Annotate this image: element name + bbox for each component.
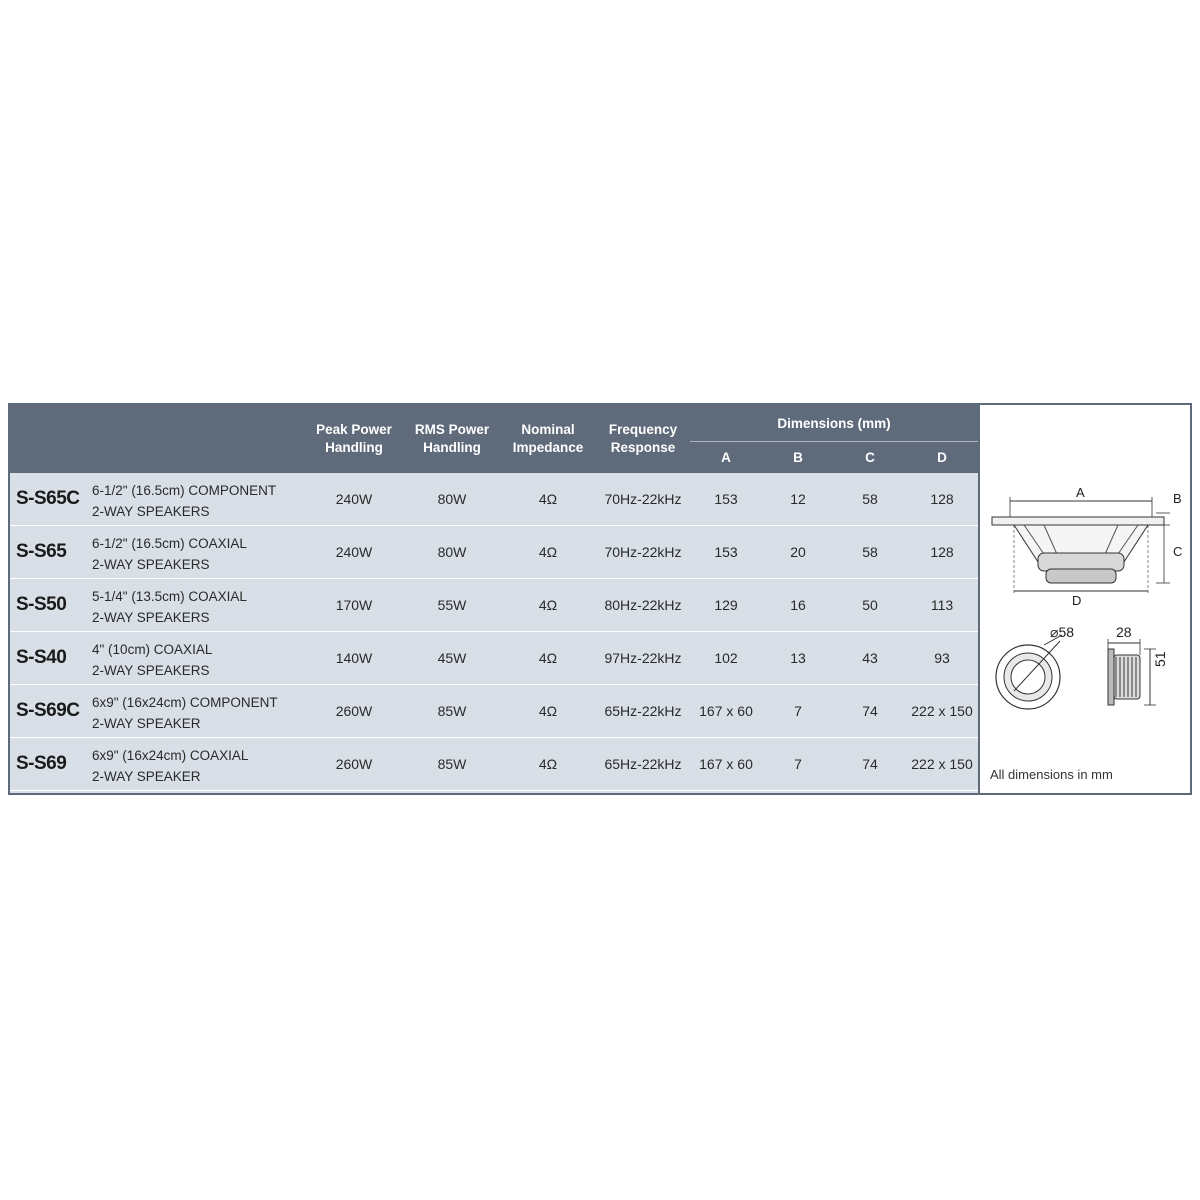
description-line: 2-WAY SPEAKER [92,716,201,731]
cell-a: 153 [714,491,738,507]
model-description [92,745,302,787]
header-dim-a: A [721,450,731,465]
dimension-diagram [978,405,1190,793]
cell-peak: 260W [335,703,373,719]
description-line: 2-WAY SPEAKERS [92,610,210,625]
cell-imp: 4Ω [538,650,558,666]
table-row [10,738,978,791]
description-line: 6-1/2" (16.5cm) COAXIAL [92,536,247,551]
cell-rms: 85W [437,703,467,719]
model-description [92,692,302,734]
cell-b: 20 [790,544,806,560]
cell-a: 153 [714,544,738,560]
diagram-label-c: C [1173,544,1183,559]
cell-rms: 80W [437,491,467,507]
cell-d: 93 [934,650,950,666]
table-row [10,579,978,632]
diagram-label-a: A [1076,485,1085,500]
model-name: S-S69 [16,753,67,774]
cell-a: 167 x 60 [699,756,753,772]
cell-rms: 55W [437,597,467,613]
description-line: 6x9" (16x24cm) COMPONENT [92,695,278,710]
table-row [10,526,978,579]
cell-imp: 4Ω [538,756,558,772]
dimensions-note: All dimensions in mm [990,767,1113,782]
model-name: S-S65C [16,488,80,509]
cell-c: 58 [862,491,878,507]
table-row [10,473,978,526]
cell-peak: 170W [335,597,373,613]
model-description [92,533,302,575]
model-description [92,639,302,681]
diagram-label-b: B [1173,491,1182,506]
cell-imp: 4Ω [538,544,558,560]
description-line: 5-1/4" (13.5cm) COAXIAL [92,589,247,604]
header-dim-b: B [793,450,803,465]
tweeter-diameter-value: 58 [1058,624,1075,640]
cell-b: 7 [794,703,802,719]
cell-peak: 240W [335,544,373,560]
header-impedance: Nominal Impedance [512,422,584,455]
cell-c: 50 [862,597,878,613]
cell-b: 16 [790,597,806,613]
cell-c: 58 [862,544,878,560]
header-dim-c: C [865,450,875,465]
cell-freq: 65Hz-22kHz [604,756,682,772]
cell-freq: 70Hz-22kHz [604,544,682,560]
table-header [10,405,978,473]
cell-rms: 45W [437,650,467,666]
spec-table-panel [8,403,1192,795]
model-name: S-S69C [16,700,80,721]
table-row [10,632,978,685]
model-description [92,480,302,522]
cell-imp: 4Ω [538,703,558,719]
model-description [92,586,302,628]
tweeter-depth-label: 28 [1116,624,1132,640]
description-line: 4" (10cm) COAXIAL [92,642,213,657]
table-row [10,685,978,738]
cell-b: 13 [790,650,806,666]
cell-d: 113 [930,597,954,613]
tweeter-diameter-label: ⌀58 [1050,624,1075,640]
cell-freq: 97Hz-22kHz [604,650,682,666]
diagram-label-d: D [1072,593,1082,608]
model-name: S-S65 [16,541,67,562]
cell-d: 128 [930,491,954,507]
model-name: S-S50 [16,594,67,615]
description-line: 2-WAY SPEAKER [92,769,201,784]
cell-c: 43 [862,650,878,666]
cell-freq: 80Hz-22kHz [604,597,682,613]
cell-a: 167 x 60 [699,703,753,719]
cell-rms: 85W [437,756,467,772]
cell-imp: 4Ω [538,491,558,507]
cell-d: 222 x 150 [911,756,973,772]
spec-table [10,405,978,793]
description-line: 2-WAY SPEAKERS [92,504,210,519]
cell-rms: 80W [437,544,467,560]
cell-a: 129 [714,597,738,613]
header-dimensions: Dimensions (mm) [777,415,891,431]
header-peak-power: Peak Power Handling [316,422,392,455]
description-line: 6-1/2" (16.5cm) COMPONENT [92,483,277,498]
description-line: 2-WAY SPEAKERS [92,557,210,572]
tweeter-height-label: 51 [1152,651,1168,667]
cell-b: 12 [790,491,806,507]
model-name: S-S40 [16,647,67,668]
cell-c: 74 [862,703,878,719]
speaker-drawing [980,405,1190,793]
header-frequency: Frequency Response [608,422,678,455]
cell-peak: 140W [335,650,373,666]
description-line: 6x9" (16x24cm) COAXIAL [92,748,249,763]
cell-peak: 240W [335,491,373,507]
cell-c: 74 [862,756,878,772]
cell-d: 128 [930,544,954,560]
description-line: 2-WAY SPEAKERS [92,663,210,678]
header-rms-power: RMS Power Handling [414,422,490,455]
cell-d: 222 x 150 [911,703,973,719]
cell-freq: 70Hz-22kHz [604,491,682,507]
header-dim-d: D [937,450,947,465]
cell-imp: 4Ω [538,597,558,613]
cell-peak: 260W [335,756,373,772]
cell-a: 102 [714,650,738,666]
cell-b: 7 [794,756,802,772]
cell-freq: 65Hz-22kHz [604,703,682,719]
